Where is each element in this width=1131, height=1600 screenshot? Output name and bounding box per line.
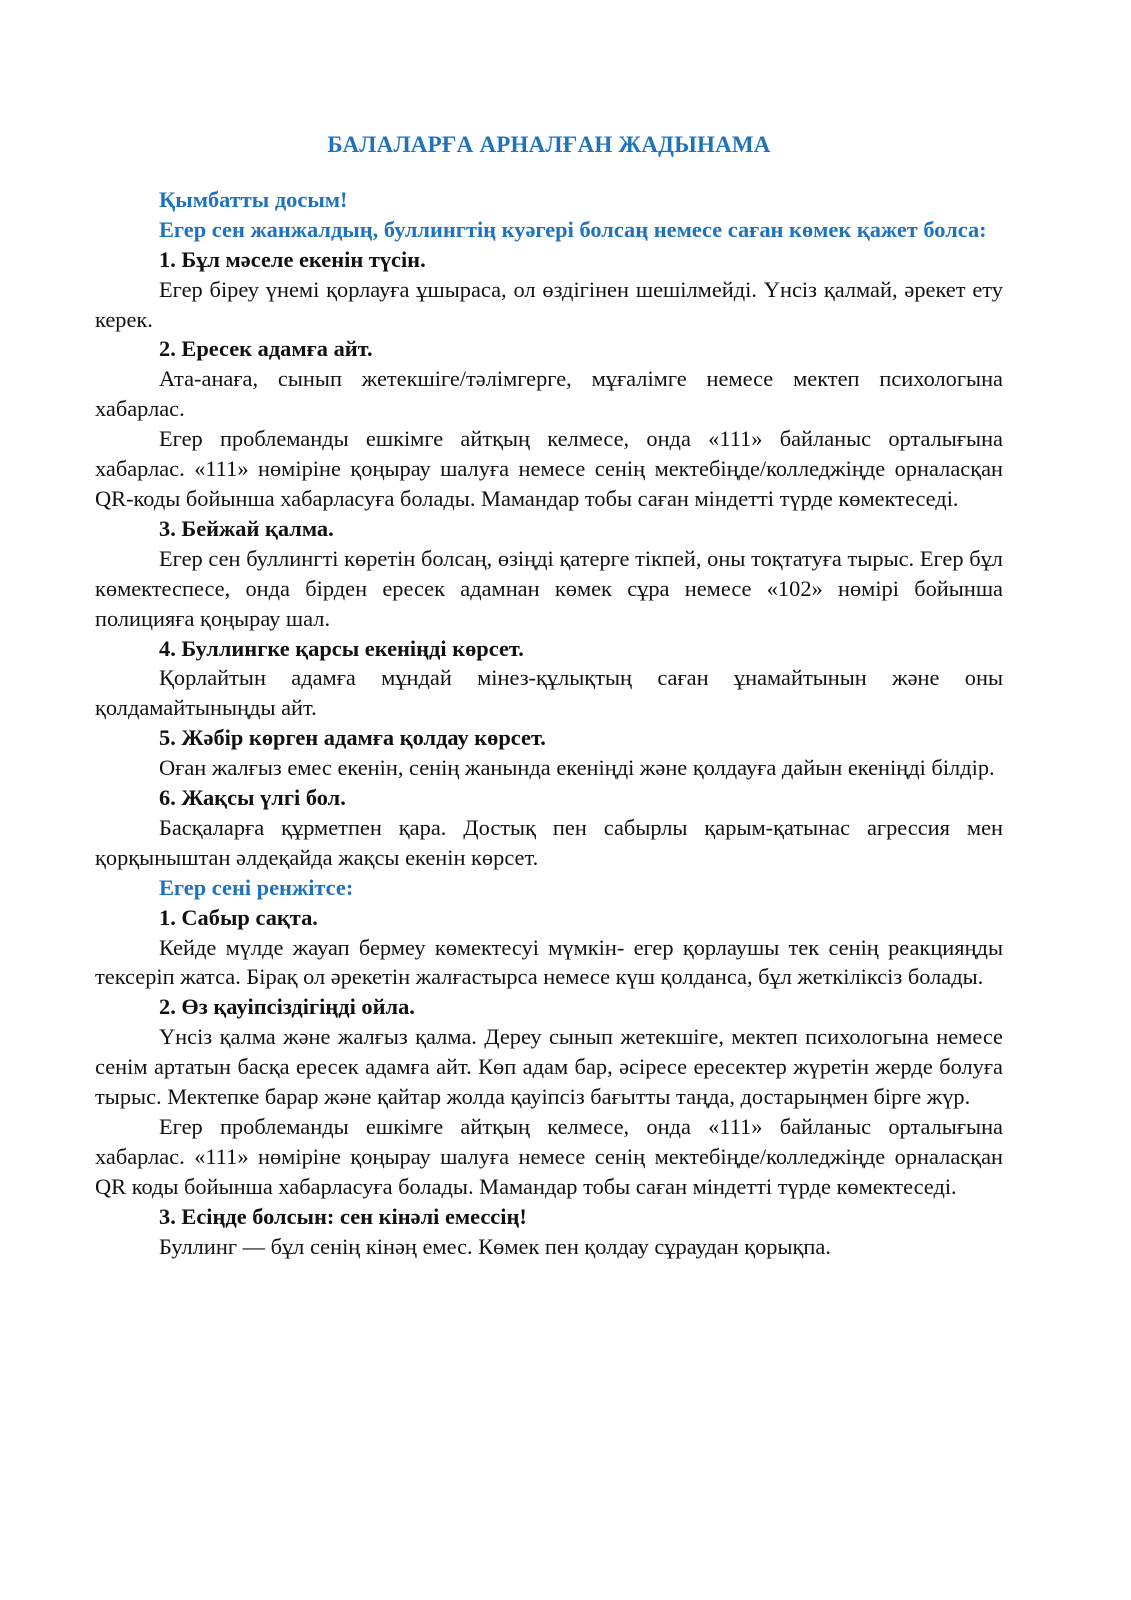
item-paragraph: Үнсіз қалма және жалғыз қалма. Дереу сынып жетекшіге, мектеп психологына немесе сенім артатын басқа ересек адамға айт. Көп адам бар, әсіресе ересектер жүретін жерде болуға тырыс. Мектепке барар және қайтар жолда қауіпсіз бағытты таңда, достарыңмен бірге жүр. (95, 1024, 1003, 1110)
item-paragraph: Егер сен буллингті көретін болсаң, өзіңді қатерге тікпей, оны тоқтатуға тырыс. Егер бұл көмектеспесе, онда бірден ересек адамнан көмек сұра немесе «102» нөмірі бойынша полицияға қоңырау шал. (95, 545, 1003, 631)
document-page (95, 130, 1003, 1262)
item-heading: 3. Есіңде болсын: сен кінәлі емессің! (159, 1203, 527, 1229)
item-paragraph: Егер проблеманды ешкімге айтқың келмесе, онда «111» байланыс орталығына хабарлас. «111» нөміріне қоңырау шалуға немесе сенің мектебіңде/колледжіңде орналасқан QR коды бойынша хабарласуға болады. Мамандар тобы саған міндетті түрде көмектеседі. (95, 1114, 1003, 1199)
greeting: Қымбатты досым! (159, 186, 348, 212)
section-heading-victim: Егер сені ренжітсе: (159, 874, 354, 900)
item-paragraph: Басқаларға құрметпен қара. Достық пен сабырлы қарым-қатынас агрессия мен қорқыныштан әлдеқайда жақсы екенін көрсет. (95, 814, 1003, 870)
item-paragraph: Қорлайтын адамға мұндай мінез-құлықтың саған ұнамайтынын және оны қолдамайтыныңды айт. (95, 665, 1003, 721)
item-heading: 6. Жақсы үлгі бол. (159, 785, 346, 811)
item-paragraph: Егер проблеманды ешкімге айтқың келмесе, онда «111» байланыс орталығына хабарлас. «111» нөміріне қоңырау шалуға немесе сенің мектебіңде/колледжіңде орналасқан QR-коды бойынша хабарласуға болады. Мамандар тобы саған міндетті түрде көмектеседі. (95, 426, 1003, 511)
item-heading: 1. Бұл мәселе екенін түсін. (159, 246, 426, 272)
item-heading: 2. Ересек адамға айт. (159, 336, 373, 362)
item-paragraph: Буллинг — бұл сенің кінәң емес. Көмек пен қолдау сұраудан қорықпа. (159, 1233, 831, 1259)
item-paragraph: Оған жалғыз емес екенін, сенің жанында екеніңді және қолдауға дайын екеніңді білдір. (159, 755, 995, 781)
item-heading: 2. Өз қауіпсіздігіңді ойла. (159, 994, 415, 1020)
item-heading: 1. Сабыр сақта. (159, 904, 318, 930)
page-title: БАЛАЛАРҒА АРНАЛҒАН ЖАДЫНАМА (327, 132, 771, 157)
item-paragraph: Кейде мүлде жауап бермеу көмектесуі мүмкін- егер қорлаушы тек сенің реакцияңды тексеріп жатса. Бірақ ол әрекетін жалғастырса немесе күш қолданса, бұл жеткіліксіз болады. (95, 934, 1003, 990)
item-paragraph: Ата-анаға, сынып жетекшіге/тәлімгерге, мұғалімге немесе мектеп психологына хабарлас. (95, 366, 1003, 422)
item-heading: 3. Бейжай қалма. (159, 515, 334, 541)
item-heading: 4. Буллингке қарсы екеніңді көрсет. (159, 635, 524, 661)
item-heading: 5. Жәбір көрген адамға қолдау көрсет. (159, 725, 546, 751)
item-paragraph: Егер біреу үнемі қорлауға ұшыраса, ол өздігінен шешілмейді. Үнсіз қалмай, әрекет ету керек. (95, 276, 1003, 332)
section-heading-witness: Егер сен жанжалдың, буллингтің куәгері болсаң немесе саған көмек қажет болса: (159, 216, 987, 242)
